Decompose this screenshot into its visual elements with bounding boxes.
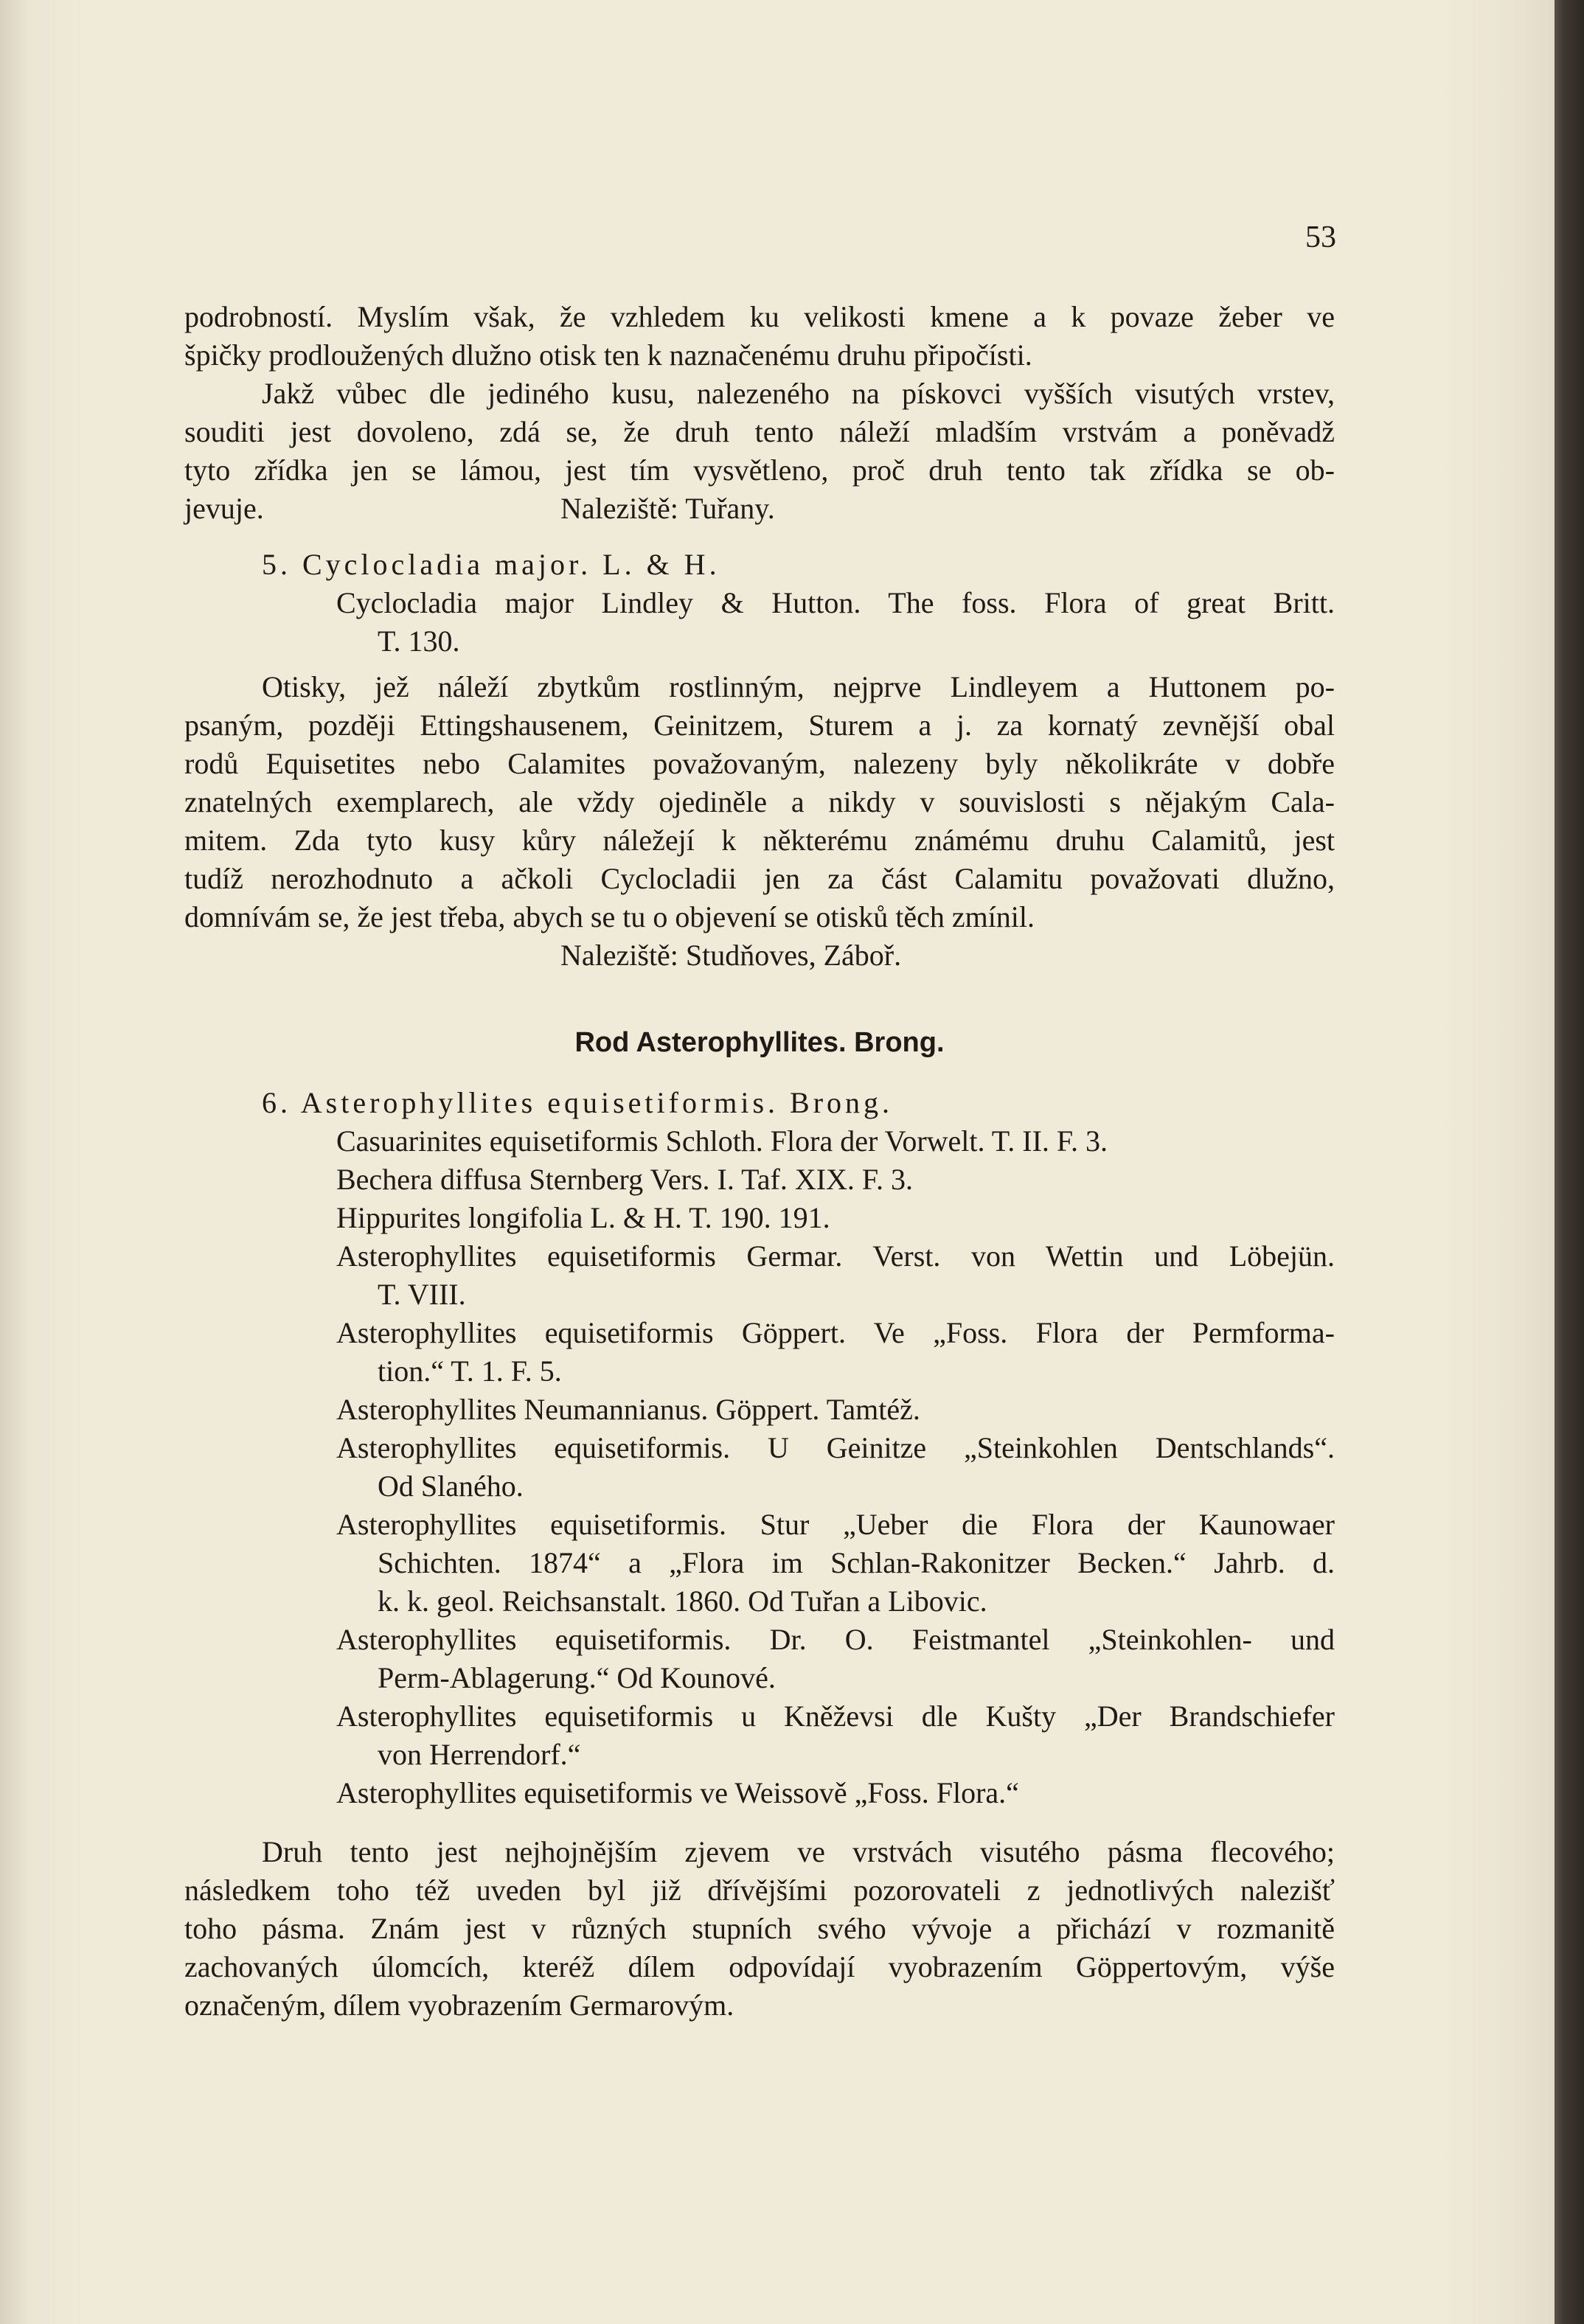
synonym-line: Hippurites longifolia L. & H. T. 190. 191. xyxy=(336,1201,830,1234)
synonym-line: Asterophyllites equisetiformis. U Geinitze „Steinkohlen Dentschlands“. xyxy=(336,1431,1335,1464)
synonym-line: Asterophyllites equisetiformis u Kněževsi dle Kušty „Der Brandschiefer xyxy=(336,1699,1335,1733)
synonym-line: Asterophyllites Neumannianus. Göppert. Tamtéž. xyxy=(336,1393,920,1426)
synonym-line: T. VIII. xyxy=(378,1278,466,1311)
text-line: toho pásma. Znám jest v různých stupních svého vývoje a přichází v rozmanitě xyxy=(184,1912,1335,1945)
text-line: psaným, později Ettingshausenem, Geinitzem, Sturem a j. za kornatý zevnější obal xyxy=(184,709,1335,742)
page-number: 53 xyxy=(1305,220,1336,254)
synonym-line: Asterophyllites equisetiformis ve Weissově „Foss. Flora.“ xyxy=(336,1776,1019,1809)
synonym-line: Cyclocladia major Lindley & Hutton. The foss. Flora of great Britt. xyxy=(336,586,1335,619)
book-binding-edge xyxy=(1555,0,1584,2324)
text-line: jevuje. xyxy=(184,492,264,525)
synonym-line: Asterophyllites equisetiformis. Dr. O. Feistmantel „Steinkohlen- und xyxy=(336,1623,1335,1656)
synonym-line: Schichten. 1874“ a „Flora im Schlan-Rakonitzer Becken.“ Jahrb. d. xyxy=(378,1546,1335,1579)
text-line: rodů Equisetites nebo Calamites považovaným, nalezeny byly několikráte v dobře xyxy=(184,747,1335,780)
text-line: souditi jest dovoleno, zdá se, že druh tento náleží mladším vrstvám a poněvadž xyxy=(184,415,1335,448)
locality-note: Naleziště: Studňoves, Záboř. xyxy=(560,939,902,972)
text-line: tyto zřídka jen se lámou, jest tím vysvětleno, proč druh tento tak zřídka se ob- xyxy=(184,453,1335,487)
synonym-line: von Herrendorf.“ xyxy=(378,1738,581,1771)
synonym-line: tion.“ T. 1. F. 5. xyxy=(378,1354,562,1388)
text-line: špičky prodloužených dlužno otisk ten k naznačenému druhu připočísti. xyxy=(184,338,1032,372)
text-line: označeným, dílem vyobrazením Germarovým. xyxy=(184,1989,734,2022)
synonym-line: Asterophyllites equisetiformis Germar. Verst. von Wettin und Löbejün. xyxy=(336,1239,1335,1273)
text-line: následkem toho též uveden byl již dřívějšími pozorovateli z jednotlivých nalezišť xyxy=(184,1874,1335,1907)
text-line: domnívám se, že jest třeba, abych se tu o objevení se otisků těch zmínil. xyxy=(184,900,1035,933)
locality-note: Naleziště: Tuřany. xyxy=(560,492,775,525)
text-line: zachovaných úlomcích, kteréž dílem odpovídají vyobrazením Göppertovým, výše xyxy=(184,1950,1335,1983)
species-entry: 6. Asterophyllites equisetiformis. Brong. xyxy=(262,1086,894,1119)
text-line: Otisky, jež náleží zbytkům rostlinným, nejprve Lindleyem a Huttonem po- xyxy=(262,670,1335,703)
synonym-line: T. 130. xyxy=(378,625,460,658)
synonym-line: Casuarinites equisetiformis Schloth. Flora der Vorwelt. T. II. F. 3. xyxy=(336,1124,1108,1158)
synonym-line: Asterophyllites equisetiformis. Stur „Ueber die Flora der Kaunowaer xyxy=(336,1508,1335,1541)
text-line: podrobností. Myslím však, že vzhledem ku velikosti kmene a k povaze žeber ve xyxy=(184,300,1335,333)
synonym-line: Perm-Ablagerung.“ Od Kounové. xyxy=(378,1661,776,1694)
text-line: tudíž nerozhodnuto a ačkoli Cyclocladii jen za část Calamitu považovati dlužno, xyxy=(184,862,1335,895)
text-line: mitem. Zda tyto kusy kůry náležejí k některému známému druhu Calamitů, jest xyxy=(184,824,1335,857)
species-entry: 5. Cyclocladia major. L. & H. xyxy=(262,548,720,581)
section-heading: Rod Asterophyllites. Brong. xyxy=(574,1027,945,1058)
text-line: Jakž vůbec dle jediného kusu, nalezeného na pískovci vyšších visutých vrstev, xyxy=(262,377,1335,410)
synonym-line: Asterophyllites equisetiformis Göppert. Ve „Foss. Flora der Permforma- xyxy=(336,1316,1335,1349)
synonym-line: k. k. geol. Reichsanstalt. 1860. Od Tuřan a Libovic. xyxy=(378,1584,987,1618)
text-line: znatelných exemplarech, ale vždy ojediněle a nikdy v souvislosti s nějakým Cala- xyxy=(184,785,1335,818)
text-line: Druh tento jest nejhojnějším zjevem ve vrstvách visutého pásma flecového; xyxy=(262,1835,1335,1868)
synonym-line: Bechera diffusa Sternberg Vers. I. Taf. XIX. F. 3. xyxy=(336,1163,913,1196)
synonym-line: Od Slaného. xyxy=(378,1469,524,1503)
